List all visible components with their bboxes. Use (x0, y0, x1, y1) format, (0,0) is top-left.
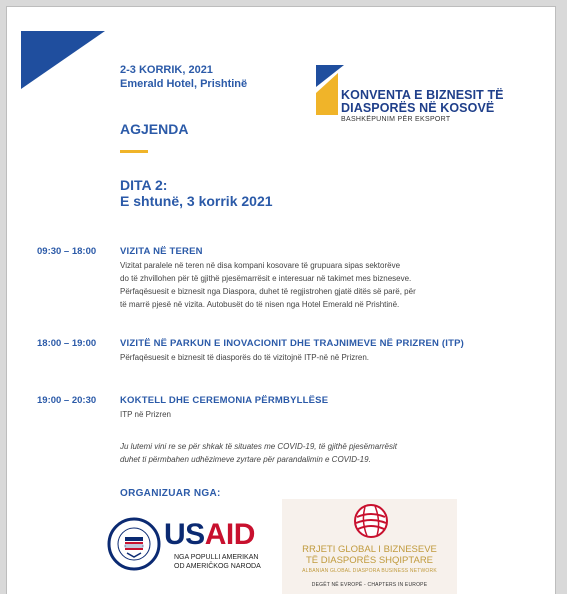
agenda-heading: AGJENDA (120, 121, 189, 137)
agenda-item-description (120, 408, 540, 421)
usaid-tagline (174, 553, 261, 571)
accent-divider (120, 150, 148, 153)
convention-logo-title-line2: DIASPORËS NË KOSOVË (341, 101, 495, 115)
covid-note (120, 440, 530, 466)
description-line: të marrë pjesë në vizita. Autobusët do të nisen nga Hotel Emerald në Prishtinë. (120, 300, 400, 309)
day-heading (120, 177, 273, 209)
description-line: Përfaqësuesit e biznesit të diasporës do të vizitojnë ITP-në në Prizren. (120, 353, 370, 362)
event-dates (120, 63, 247, 91)
corner-triangle-decoration (21, 31, 105, 89)
description-line: ITP në Prizren (120, 410, 171, 419)
usaid-logo (164, 520, 255, 550)
network-globe-icon (353, 503, 389, 539)
agenda-item-title: VIZITË NË PARKUN E INOVACIONIT DHE TRAJNIMEVE NË PRIZREN (ITP) (120, 338, 465, 349)
usaid-logo-aid: AID (204, 518, 255, 551)
agenda-page (6, 6, 556, 594)
description-line: Vizitat paralele në teren në disa kompani kosovare të grupuara sipas sektorëve (120, 261, 401, 270)
event-venue: Emerald Hotel, Prishtinë (120, 78, 248, 90)
usaid-tagline-line: NGA POPULLI AMERIKAN (174, 554, 259, 561)
convention-logo-title-line1: KONVENTA E BIZNESIT TË (341, 88, 504, 102)
description-line: do të zhvillohen për të gjithë pjesëmarrësit e interesuar në takimet mes bizneseve. (120, 274, 412, 283)
network-title-line: TË DIASPORËS SHQIPTARE (305, 555, 434, 566)
description-line: Përfaqësuesit e biznesit nga Diaspora, duhet të regjistrohen gjatë ditës së parë, për (120, 287, 416, 296)
network-title (282, 544, 457, 566)
covid-note-line: duhet ti përmbahen udhëzimeve zyrtare për parandalimin e COVID-19. (120, 455, 371, 464)
network-subtitle: ALBANIAN GLOBAL DIASPORA BUSINESS NETWORK (302, 568, 437, 574)
agenda-item-time: 18:00 – 19:00 (37, 338, 97, 349)
network-title-line: RRJETI GLOBAL I BIZNESEVE (302, 544, 437, 555)
agenda-item-time: 09:30 – 18:00 (37, 246, 97, 257)
agenda-item-title: KOKTELL DHE CEREMONIA PËRMBYLLËSE (120, 395, 329, 406)
agenda-item-description (120, 351, 540, 364)
usaid-logo-us: US (164, 518, 205, 551)
day-number: DITA 2: (120, 177, 168, 193)
convention-logo-title (341, 89, 504, 115)
event-date: 2-3 KORRIK, 2021 (120, 64, 213, 76)
convention-logo-subtitle: BASHKËPUNIM PËR EKSPORT (341, 116, 451, 123)
agenda-item-description (120, 259, 540, 311)
network-chapters: DEGËT NË EVROPË - CHAPTERS IN EUROPE (311, 582, 428, 588)
usaid-tagline-line: OD AMERIČKOG NARODA (174, 563, 261, 570)
agenda-item-title: VIZITA NË TEREN (120, 246, 203, 257)
usaid-seal-icon (107, 517, 161, 571)
organizers-label: ORGANIZUAR NGA: (120, 488, 221, 499)
agenda-item-time: 19:00 – 20:30 (37, 395, 97, 406)
day-date: E shtunë, 3 korrik 2021 (120, 193, 273, 209)
covid-note-line: Ju lutemi vini re se për shkak të situates me COVID-19, të gjithë pjesëmarrësit (120, 442, 397, 451)
